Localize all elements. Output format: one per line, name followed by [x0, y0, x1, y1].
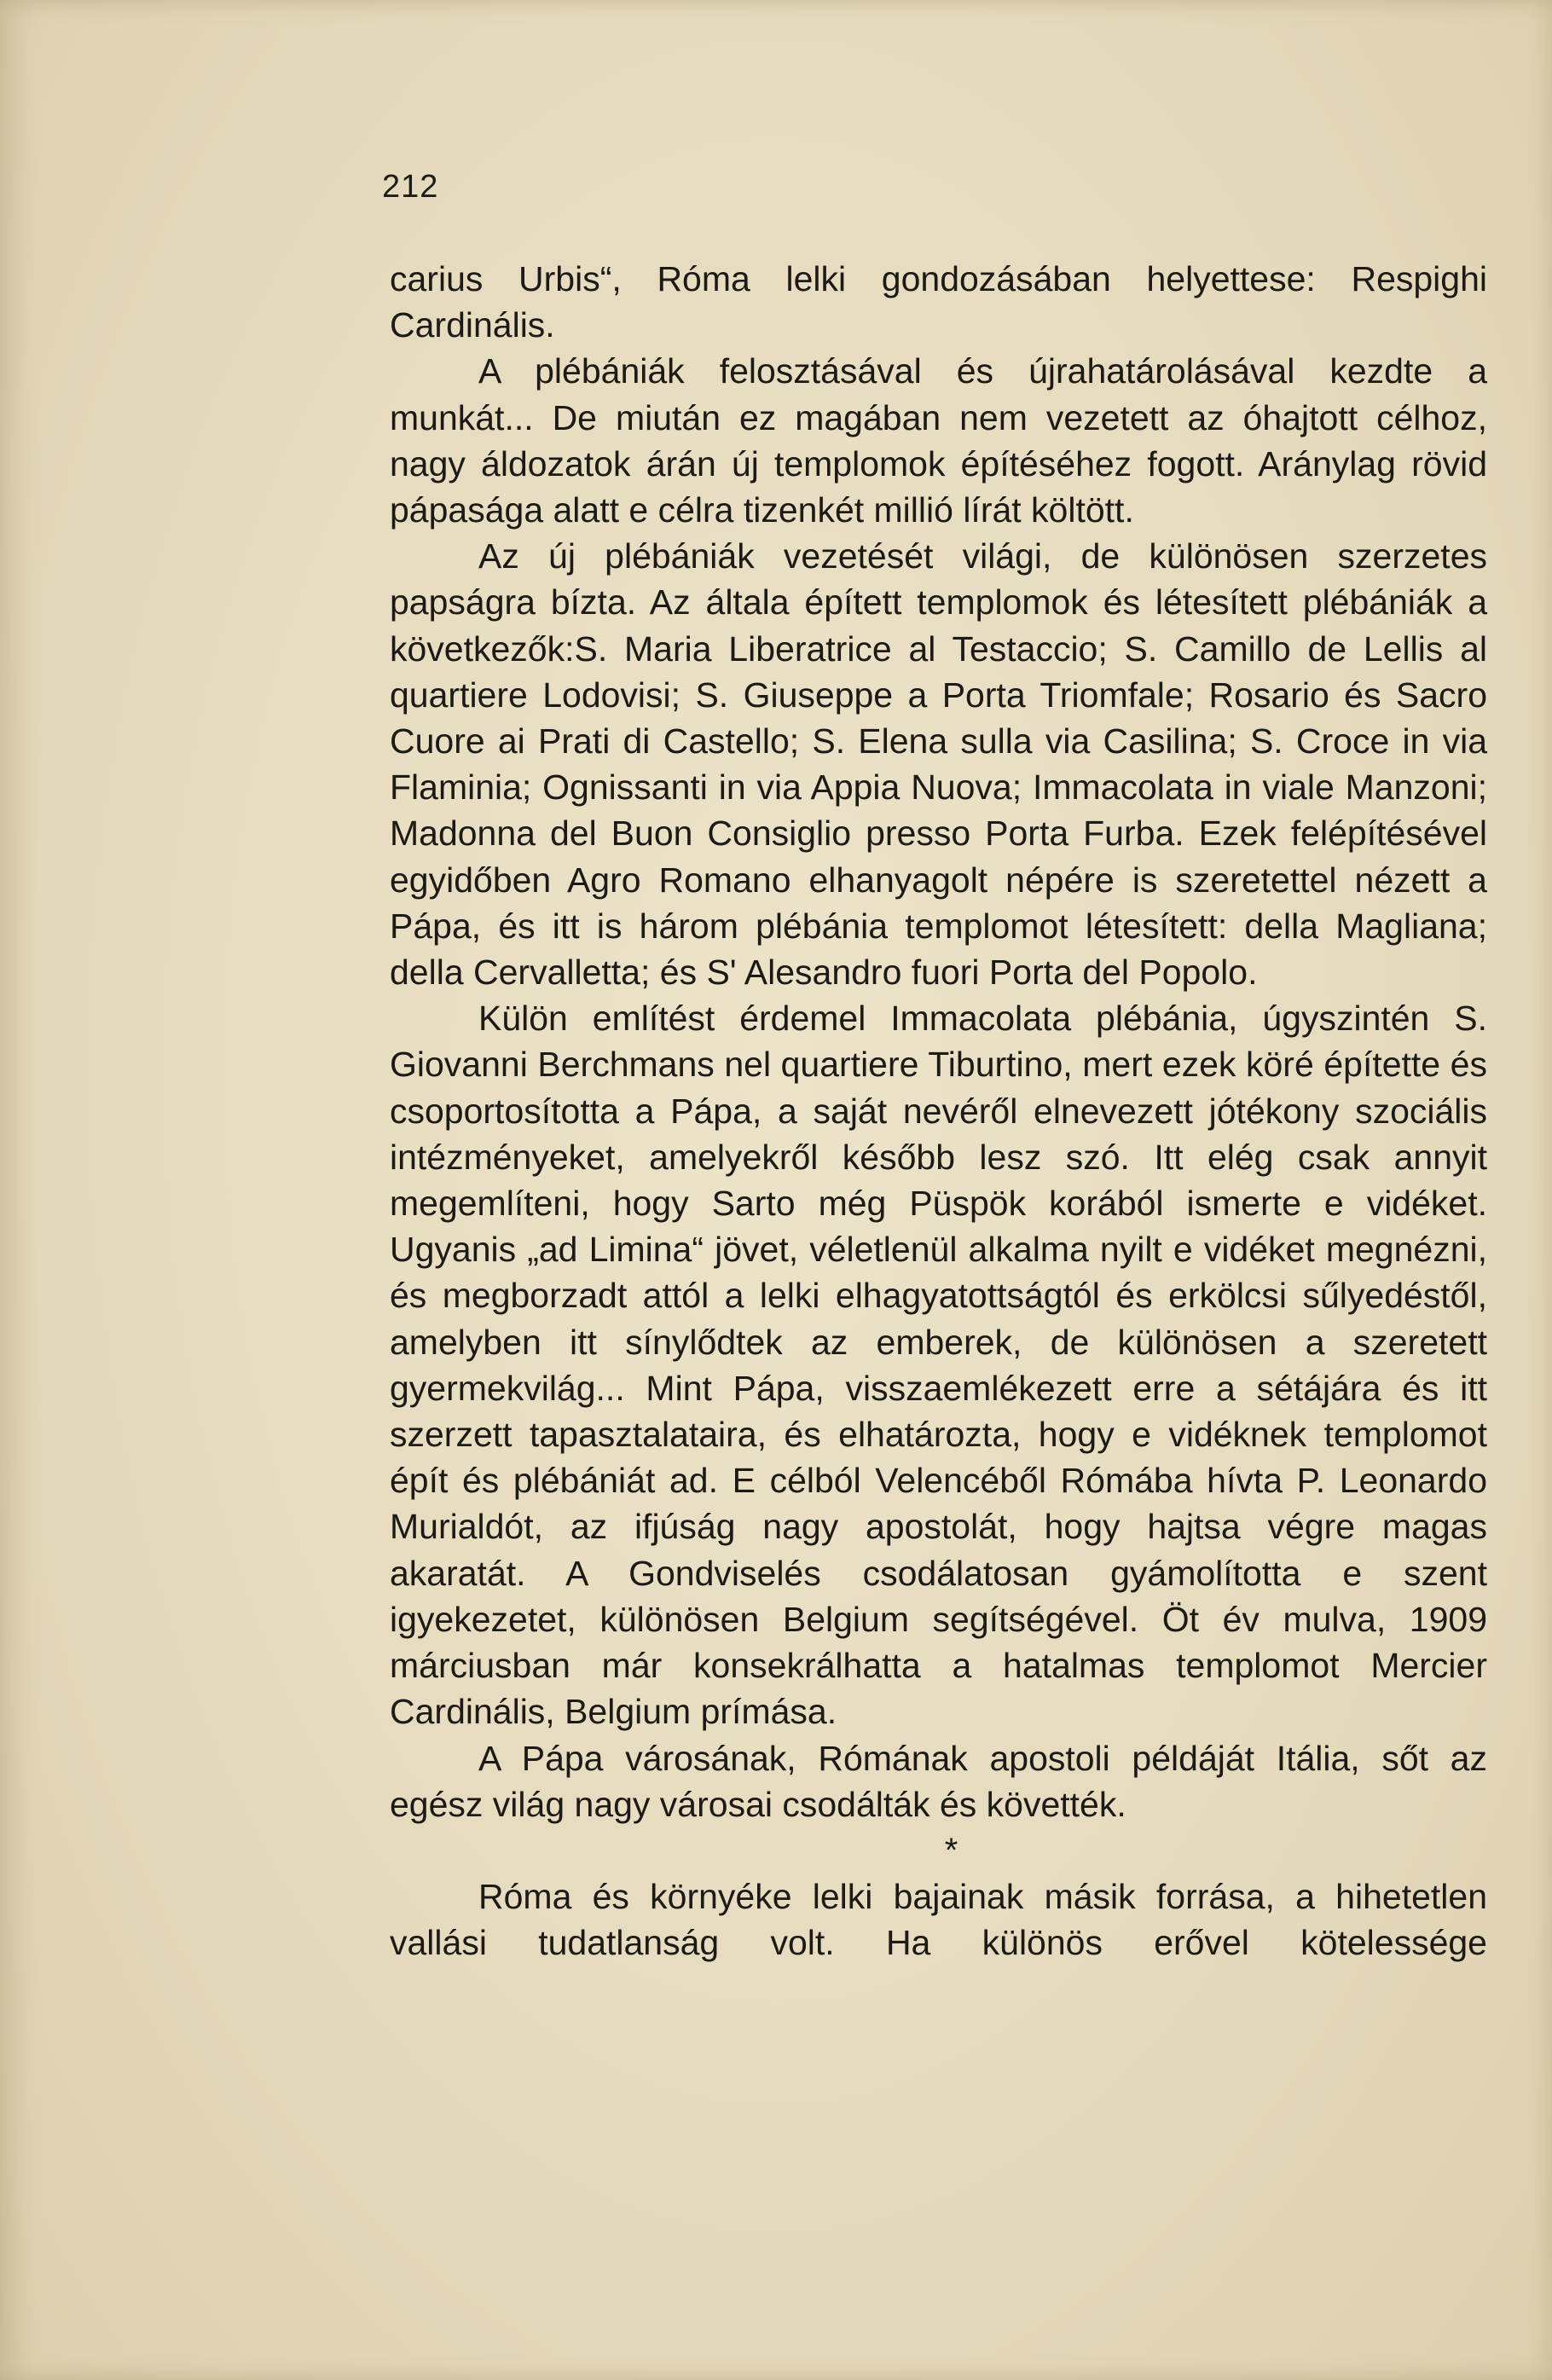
paragraph-4: Külön említést érdemel Immacolata plébánia, úgyszintén S. Giovanni Berchmans nel quartiere Tiburtino, mert ezek köré építette és csoportosította a Pápa, a saját nevéről elnevezett jótékony szociális intézményeket, amelyekről később lesz szó. Itt elég csak annyit megemlíteni, hogy Sarto még Püspök korából ismerte e vidéket. Ugyanis „ad Limina“ jövet, véletlenül alkalma nyilt e vidéket megnézni, és megborzadt attól a lelki elhagyatottságtól és erkölcsi sűlyedéstől, amelyben itt sínylődtek az emberek, de különösen a szeretett gyermekvilág... Mint Pápa, visszaemlékezett erre a sétájára és itt szerzett tapasztalataira, és elhatározta, hogy e vidéknek templomot épít és plébániát ad. E célból Velencéből Rómába hívta P. Leonardo Murialdót, az ifjúság nagy apostolát, hogy hajtsa végre magas akaratát. A Gondviselés csodálatosan gyámolította e szent igyekezetet, különösen Belgium segítségével. Öt év mulva, 1909 márciusban már konsekrálhatta a hatalmas templomot Mercier Cardinális, Belgium prímása.	[390, 999, 1487, 1732]
page-number: 212	[382, 169, 439, 205]
paragraph-5: A Pápa városának, Rómának apostoli példáját Itália, sőt az egész világ nagy városai csodálták és követték.	[390, 1738, 1487, 1824]
paragraph-2: A plébániák felosztásával és újrahatárolásával kezdte a munkát... De miután ez magában nem vezetett az óhajtott célhoz, nagy áldozatok árán új templomok építéséhez fogott. Aránylag rövid pápasága alatt e célra tizenkét millió lírát költött.	[390, 351, 1487, 530]
paragraph-1: carius Urbis“, Róma lelki gondozásában helyettese: Respighi Cardinális.	[390, 259, 1487, 345]
section-separator: *	[944, 1831, 958, 1869]
paragraph-6: Róma és környéke lelki bajainak másik forrása, a hihetetlen vallási tudatlanság volt. Ha különös erővel kötelessége	[390, 1876, 1487, 1963]
paragraph-3: Az új plébániák vezetését világi, de különösen szerzetes papságra bízta. Az általa épített templomok és létesített plébániák a következők:S. Maria Liberatrice al Testaccio; S. Camillo de Lellis al quartiere Lodovisi; S. Giuseppe a Porta Triomfale; Rosario és Sacro Cuore ai Prati di Castello; S. Elena sulla via Casilina; S. Croce in via Flaminia; Ognissanti in via Appia Nuova; Immacolata in viale Manzoni; Madonna del Buon Consiglio presso Porta Furba. Ezek felépítésével egyidőben Agro Romano elhanyagolt népére is szeretettel nézett a Pápa, és itt is három plébánia templomot létesített: della Magliana; della Cervalletta; és S' Alesandro fuori Porta del Popolo.	[390, 536, 1487, 993]
body-text	[390, 256, 1487, 1966]
